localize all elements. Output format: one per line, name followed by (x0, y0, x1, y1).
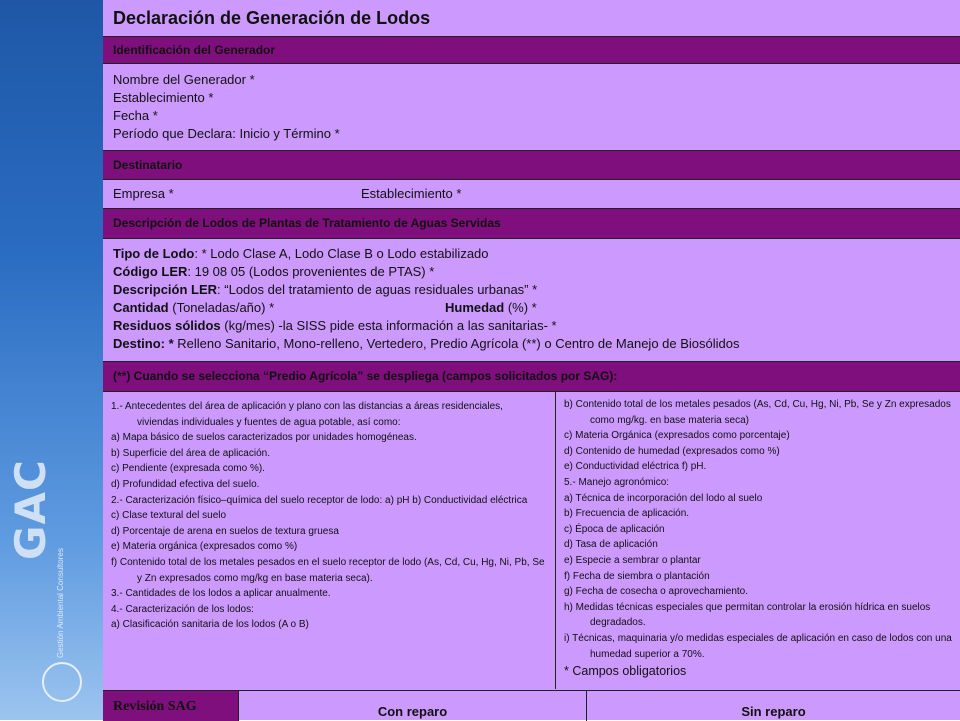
list-item: a) Técnica de incorporación del lodo al suelo (564, 492, 763, 504)
field-periodo: Período que Declara: Inicio y Término * (113, 126, 340, 141)
list-item: a) Mapa básico de suelos caracterizados por unidades homogéneas. (111, 432, 417, 444)
list-item: h) Medidas técnicas especiales que permitan controlar la erosión hídrica en suelos degradados. (564, 601, 931, 629)
list-item: g) Fecha de cosecha o aprovechamiento. (564, 586, 748, 598)
sag-right-column (556, 392, 960, 689)
sag-left-column (103, 392, 556, 689)
list-item: c) Clase textural del suelo (111, 510, 227, 522)
list-item: e) Especie a sembrar o plantar (564, 554, 701, 566)
revision-sag-label: Revisión SAG (103, 691, 239, 721)
list-item: e) Materia orgánica (expresados como %) (111, 541, 298, 553)
label-destino: Destino: * (113, 336, 174, 351)
value-tipo: : * Lodo Clase A, Lodo Clase B o Lodo estabilizado (194, 246, 489, 261)
field-empresa: Empresa * (113, 186, 174, 201)
value-descripcion-ler: : “Lodos del tratamiento de aguas residuales urbanas” * (217, 282, 538, 297)
list-item: d) Porcentaje de arena en suelos de textura gruesa (111, 525, 339, 537)
list-item: b) Superficie del área de aplicación. (111, 447, 270, 459)
sag-requirements (103, 391, 960, 690)
list-item: c) Época de aplicación (564, 523, 665, 535)
label-cantidad: Cantidad (113, 300, 169, 315)
sin-reparo-cell: Sin reparo (741, 704, 806, 719)
label-descripcion-ler: Descripción LER (113, 282, 218, 297)
revision-sag-row (103, 690, 960, 720)
field-nombre: Nombre del Generador * (113, 72, 255, 87)
logo-tagline: Gestión Ambiental Consultores (56, 548, 65, 658)
generador-fields (103, 63, 960, 150)
sidebar-brand (0, 0, 103, 720)
destinatario-fields (103, 179, 960, 208)
list-item: c) Materia Orgánica (expresados como porcentaje) (564, 430, 790, 442)
list-item: i) Técnicas, maquinaria y/o medidas especiales de aplicación en caso de lodos con una humedad superior a 70%. (564, 632, 952, 660)
section-header-destinatario: Destinatario (103, 150, 960, 179)
label-residuos: Residuos sólidos (113, 318, 221, 333)
label-codigo: Código LER (113, 264, 188, 279)
list-item: d) Profundidad efectiva del suelo. (111, 478, 260, 490)
field-establecimiento: Establecimiento * (113, 90, 214, 105)
list-item: 4.- Caracterización de los lodos: (111, 603, 254, 615)
list-item: d) Contenido de humedad (expresados como %) (564, 445, 780, 457)
list-item: 5.- Manejo agronómico: (564, 476, 670, 488)
section-header-sag: (**) Cuando se selecciona “Predio Agrícola” se despliega (campos solicitados por SAG): (103, 361, 960, 391)
list-item: d) Tasa de aplicación (564, 539, 658, 551)
form-document (103, 0, 960, 720)
globe-icon (42, 662, 82, 702)
mandatory-fields-note: * Campos obligatorios (564, 664, 687, 679)
field-establecimiento-dest: Establecimiento * (361, 186, 462, 201)
section-header-generador: Identificación del Generador (103, 36, 960, 63)
page-title: Declaración de Generación de Lodos (103, 0, 960, 36)
field-fecha: Fecha * (113, 108, 158, 123)
list-item: f) Contenido total de los metales pesados en el suelo receptor de lodo (As, Cd, Cu, Hg, Ni, Pb, Se y Zn expresados como mg/kg en base materia seca). (111, 556, 545, 584)
value-humedad: (%) * (504, 300, 537, 315)
list-item: e) Conductividad eléctrica f) pH. (564, 461, 707, 473)
gac-logo-text: GAC (6, 459, 55, 560)
value-cantidad: (Toneladas/año) * (168, 300, 275, 315)
list-item: b) Frecuencia de aplicación. (564, 508, 690, 520)
list-item: c) Pendiente (expresada como %). (111, 463, 265, 475)
list-item: 3.- Cantidades de los lodos a aplicar anualmente. (111, 588, 331, 600)
list-item: 2.- Caracterización físico–química del suelo receptor de lodo: a) pH b) Conductividad eléctrica (111, 494, 528, 506)
label-humedad: Humedad (445, 300, 505, 315)
value-codigo: : 19 08 05 (Lodos provenientes de PTAS) * (187, 264, 435, 279)
list-item: a) Clasificación sanitaria de los lodos (A o B) (111, 619, 309, 631)
con-reparo-cell: Con reparo (239, 691, 587, 721)
list-item: 1.- Antecedentes del área de aplicación y plano con las distancias a áreas residenciales, viviendas individuales y fuentes de agua potable, así como: (111, 401, 503, 428)
label-tipo: Tipo de Lodo (113, 246, 195, 261)
value-destino: Relleno Sanitario, Mono-relleno, Vertedero, Predio Agrícola (**) o Centro de Manejo de Biosólidos (173, 336, 740, 351)
descripcion-fields (103, 238, 960, 361)
value-residuos: (kg/mes) -la SISS pide esta información a las sanitarias- * (220, 318, 557, 333)
list-item: f) Fecha de siembra o plantación (564, 570, 710, 582)
section-header-descripcion: Descripción de Lodos de Plantas de Tratamiento de Aguas Servidas (103, 208, 960, 238)
list-item: b) Contenido total de los metales pesados (As, Cd, Cu, Hg, Ni, Pb, Se y Zn expresados como mg/kg. en base materia seca) (564, 399, 951, 426)
